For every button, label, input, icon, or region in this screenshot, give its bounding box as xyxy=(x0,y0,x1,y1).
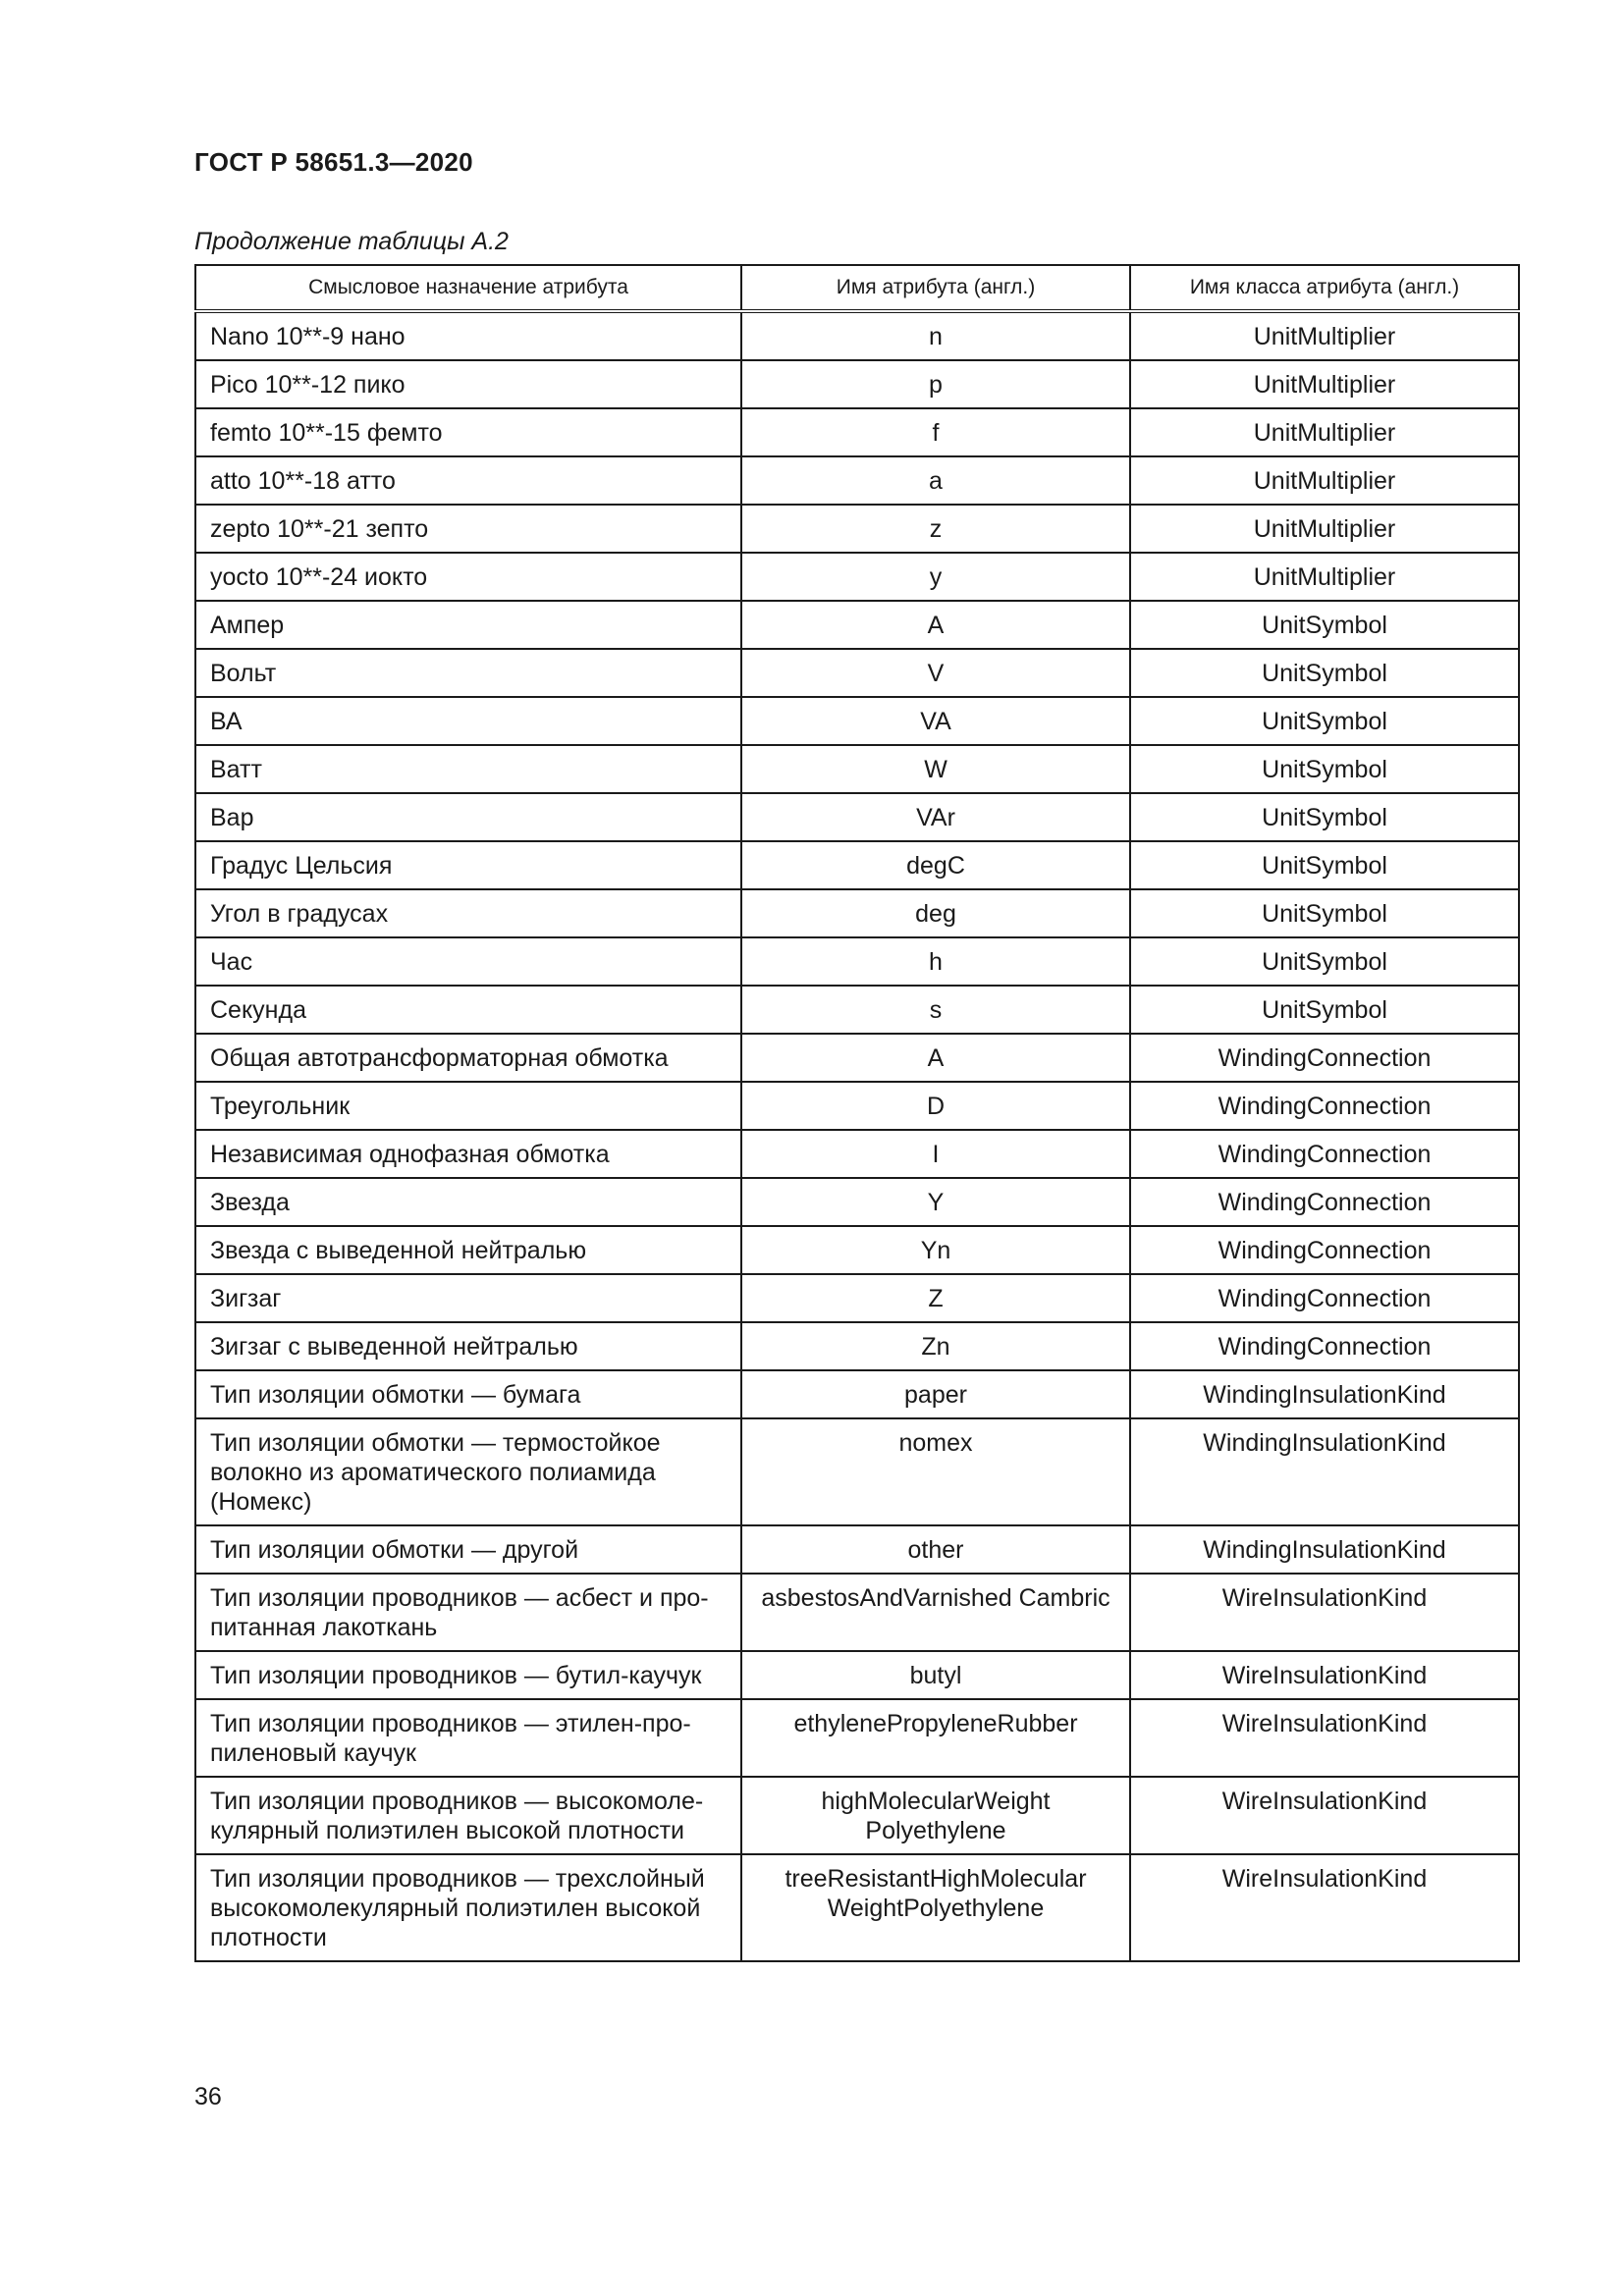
table-row xyxy=(195,1525,1519,1574)
column-header-attribute-name: Имя атрибута (англ.) xyxy=(741,265,1130,311)
attribute-class-cell: UnitSymbol xyxy=(1130,793,1519,841)
table-row xyxy=(195,1418,1519,1525)
attribute-class-cell: WireInsulationKind xyxy=(1130,1651,1519,1699)
attribute-class-cell: WindingConnection xyxy=(1130,1322,1519,1370)
attribute-name-cell: butyl xyxy=(741,1651,1130,1699)
attribute-name-cell: asbestosAndVarnished Cambric xyxy=(741,1574,1130,1651)
attribute-description-cell: Зигзаг с выведенной нейтралью xyxy=(195,1322,741,1370)
table-body xyxy=(195,311,1519,1961)
document-code: ГОСТ Р 58651.3—2020 xyxy=(194,147,473,177)
attribute-class-cell: UnitMultiplier xyxy=(1130,505,1519,553)
table-row xyxy=(195,1082,1519,1130)
attribute-name-cell: s xyxy=(741,986,1130,1034)
attribute-description-cell: Ватт xyxy=(195,745,741,793)
attribute-name-cell: Z xyxy=(741,1274,1130,1322)
attribute-class-cell: UnitMultiplier xyxy=(1130,360,1519,408)
attribute-class-cell: WindingConnection xyxy=(1130,1178,1519,1226)
table-row xyxy=(195,1322,1519,1370)
attribute-description-cell: Вар xyxy=(195,793,741,841)
attribute-name-cell: VAr xyxy=(741,793,1130,841)
attribute-class-cell: WindingConnection xyxy=(1130,1034,1519,1082)
attribute-description-cell: Pico 10**-12 пико xyxy=(195,360,741,408)
table-row xyxy=(195,1226,1519,1274)
attribute-name-cell: z xyxy=(741,505,1130,553)
attribute-name-cell: Y xyxy=(741,1178,1130,1226)
attribute-name-cell: treeResistantHighMolecular WeightPolyethylene xyxy=(741,1854,1130,1961)
attribute-class-cell: UnitMultiplier xyxy=(1130,311,1519,360)
page-number: 36 xyxy=(194,2083,222,2110)
table-row xyxy=(195,1130,1519,1178)
attribute-class-cell: UnitSymbol xyxy=(1130,697,1519,745)
attribute-description-cell: Тип изоляции проводников — этилен-про-пиленовый каучук xyxy=(195,1699,741,1777)
attribute-description-cell: Тип изоляции обмотки — термостойкое волокно из ароматического полиамида (Номекс) xyxy=(195,1418,741,1525)
table-row xyxy=(195,1574,1519,1651)
table-row xyxy=(195,601,1519,649)
table-header-row xyxy=(195,265,1519,311)
attribute-name-cell: degC xyxy=(741,841,1130,889)
attribute-name-cell: A xyxy=(741,601,1130,649)
table-row xyxy=(195,505,1519,553)
table-row xyxy=(195,745,1519,793)
attribute-name-cell: Yn xyxy=(741,1226,1130,1274)
attribute-class-cell: UnitSymbol xyxy=(1130,841,1519,889)
attribute-name-cell: highMolecularWeight Polyethylene xyxy=(741,1777,1130,1854)
attribute-name-cell: Zn xyxy=(741,1322,1130,1370)
attribute-class-cell: WindingConnection xyxy=(1130,1274,1519,1322)
attribute-name-cell: A xyxy=(741,1034,1130,1082)
attribute-description-cell: atto 10**-18 атто xyxy=(195,456,741,505)
attribute-name-cell: D xyxy=(741,1082,1130,1130)
attribute-class-cell: UnitSymbol xyxy=(1130,745,1519,793)
attribute-name-cell: deg xyxy=(741,889,1130,937)
attribute-class-cell: UnitSymbol xyxy=(1130,649,1519,697)
attribute-class-cell: WireInsulationKind xyxy=(1130,1699,1519,1777)
table-row xyxy=(195,986,1519,1034)
attribute-class-cell: UnitMultiplier xyxy=(1130,408,1519,456)
attribute-name-cell: other xyxy=(741,1525,1130,1574)
attribute-name-cell: a xyxy=(741,456,1130,505)
attribute-class-cell: WindingConnection xyxy=(1130,1130,1519,1178)
table-row xyxy=(195,1370,1519,1418)
attribute-description-cell: Тип изоляции проводников — трехслойный высокомолекулярный полиэтилен высокой плотности xyxy=(195,1854,741,1961)
table-row xyxy=(195,1178,1519,1226)
attribute-name-cell: p xyxy=(741,360,1130,408)
column-header-attribute-class: Имя класса атрибута (англ.) xyxy=(1130,265,1519,311)
attribute-description-cell: Тип изоляции проводников — высокомоле-кулярный полиэтилен высокой плотности xyxy=(195,1777,741,1854)
table-row xyxy=(195,311,1519,360)
attribute-name-cell: VA xyxy=(741,697,1130,745)
attribute-class-cell: WireInsulationKind xyxy=(1130,1777,1519,1854)
attribute-description-cell: Звезда с выведенной нейтралью xyxy=(195,1226,741,1274)
column-header-description: Смысловое назначение атрибута xyxy=(195,265,741,311)
attribute-description-cell: Градус Цельсия xyxy=(195,841,741,889)
attribute-description-cell: Тип изоляции проводников — асбест и про-питанная лакоткань xyxy=(195,1574,741,1651)
attribute-description-cell: Независимая однофазная обмотка xyxy=(195,1130,741,1178)
attribute-description-cell: Звезда xyxy=(195,1178,741,1226)
attribute-class-cell: WireInsulationKind xyxy=(1130,1854,1519,1961)
attribute-name-cell: W xyxy=(741,745,1130,793)
attribute-class-cell: WireInsulationKind xyxy=(1130,1574,1519,1651)
attribute-name-cell: n xyxy=(741,311,1130,360)
attribute-description-cell: Общая автотрансформаторная обмотка xyxy=(195,1034,741,1082)
table-row xyxy=(195,793,1519,841)
table-row xyxy=(195,1699,1519,1777)
attribute-class-cell: UnitMultiplier xyxy=(1130,456,1519,505)
attribute-name-cell: paper xyxy=(741,1370,1130,1418)
attribute-description-cell: Тип изоляции проводников — бутил-каучук xyxy=(195,1651,741,1699)
attribute-description-cell: Треугольник xyxy=(195,1082,741,1130)
table-row xyxy=(195,649,1519,697)
attribute-description-cell: Угол в градусах xyxy=(195,889,741,937)
attribute-class-cell: UnitSymbol xyxy=(1130,889,1519,937)
attribute-description-cell: Ампер xyxy=(195,601,741,649)
table-row xyxy=(195,841,1519,889)
attribute-description-cell: femto 10**-15 фемто xyxy=(195,408,741,456)
attribute-class-cell: UnitSymbol xyxy=(1130,986,1519,1034)
table-row xyxy=(195,1034,1519,1082)
attribute-description-cell: Вольт xyxy=(195,649,741,697)
attribute-description-cell: Секунда xyxy=(195,986,741,1034)
attribute-class-cell: UnitMultiplier xyxy=(1130,553,1519,601)
attribute-table xyxy=(194,264,1520,1962)
attribute-description-cell: Тип изоляции обмотки — бумага xyxy=(195,1370,741,1418)
attribute-class-cell: WindingInsulationKind xyxy=(1130,1418,1519,1525)
attribute-name-cell: ethylenePropyleneRubber xyxy=(741,1699,1130,1777)
attribute-name-cell: V xyxy=(741,649,1130,697)
attribute-name-cell: I xyxy=(741,1130,1130,1178)
attribute-class-cell: WindingConnection xyxy=(1130,1082,1519,1130)
attribute-description-cell: ВА xyxy=(195,697,741,745)
table-row xyxy=(195,360,1519,408)
attribute-name-cell: h xyxy=(741,937,1130,986)
attribute-description-cell: Nano 10**-9 нано xyxy=(195,311,741,360)
table-row xyxy=(195,456,1519,505)
table-caption: Продолжение таблицы А.2 xyxy=(194,228,509,255)
attribute-class-cell: WindingInsulationKind xyxy=(1130,1370,1519,1418)
attribute-description-cell: yocto 10**-24 иокто xyxy=(195,553,741,601)
table-row xyxy=(195,937,1519,986)
attribute-description-cell: zepto 10**-21 зепто xyxy=(195,505,741,553)
table-row xyxy=(195,1651,1519,1699)
table-row xyxy=(195,697,1519,745)
attribute-class-cell: UnitSymbol xyxy=(1130,937,1519,986)
attribute-class-cell: WindingConnection xyxy=(1130,1226,1519,1274)
attribute-name-cell: f xyxy=(741,408,1130,456)
attribute-description-cell: Зигзаг xyxy=(195,1274,741,1322)
table-row xyxy=(195,889,1519,937)
table-row xyxy=(195,1777,1519,1854)
attribute-description-cell: Час xyxy=(195,937,741,986)
attribute-class-cell: UnitSymbol xyxy=(1130,601,1519,649)
attribute-name-cell: nomex xyxy=(741,1418,1130,1525)
attribute-name-cell: y xyxy=(741,553,1130,601)
table-row xyxy=(195,1854,1519,1961)
table-row xyxy=(195,408,1519,456)
table-row xyxy=(195,1274,1519,1322)
attribute-description-cell: Тип изоляции обмотки — другой xyxy=(195,1525,741,1574)
table-row xyxy=(195,553,1519,601)
attribute-class-cell: WindingInsulationKind xyxy=(1130,1525,1519,1574)
